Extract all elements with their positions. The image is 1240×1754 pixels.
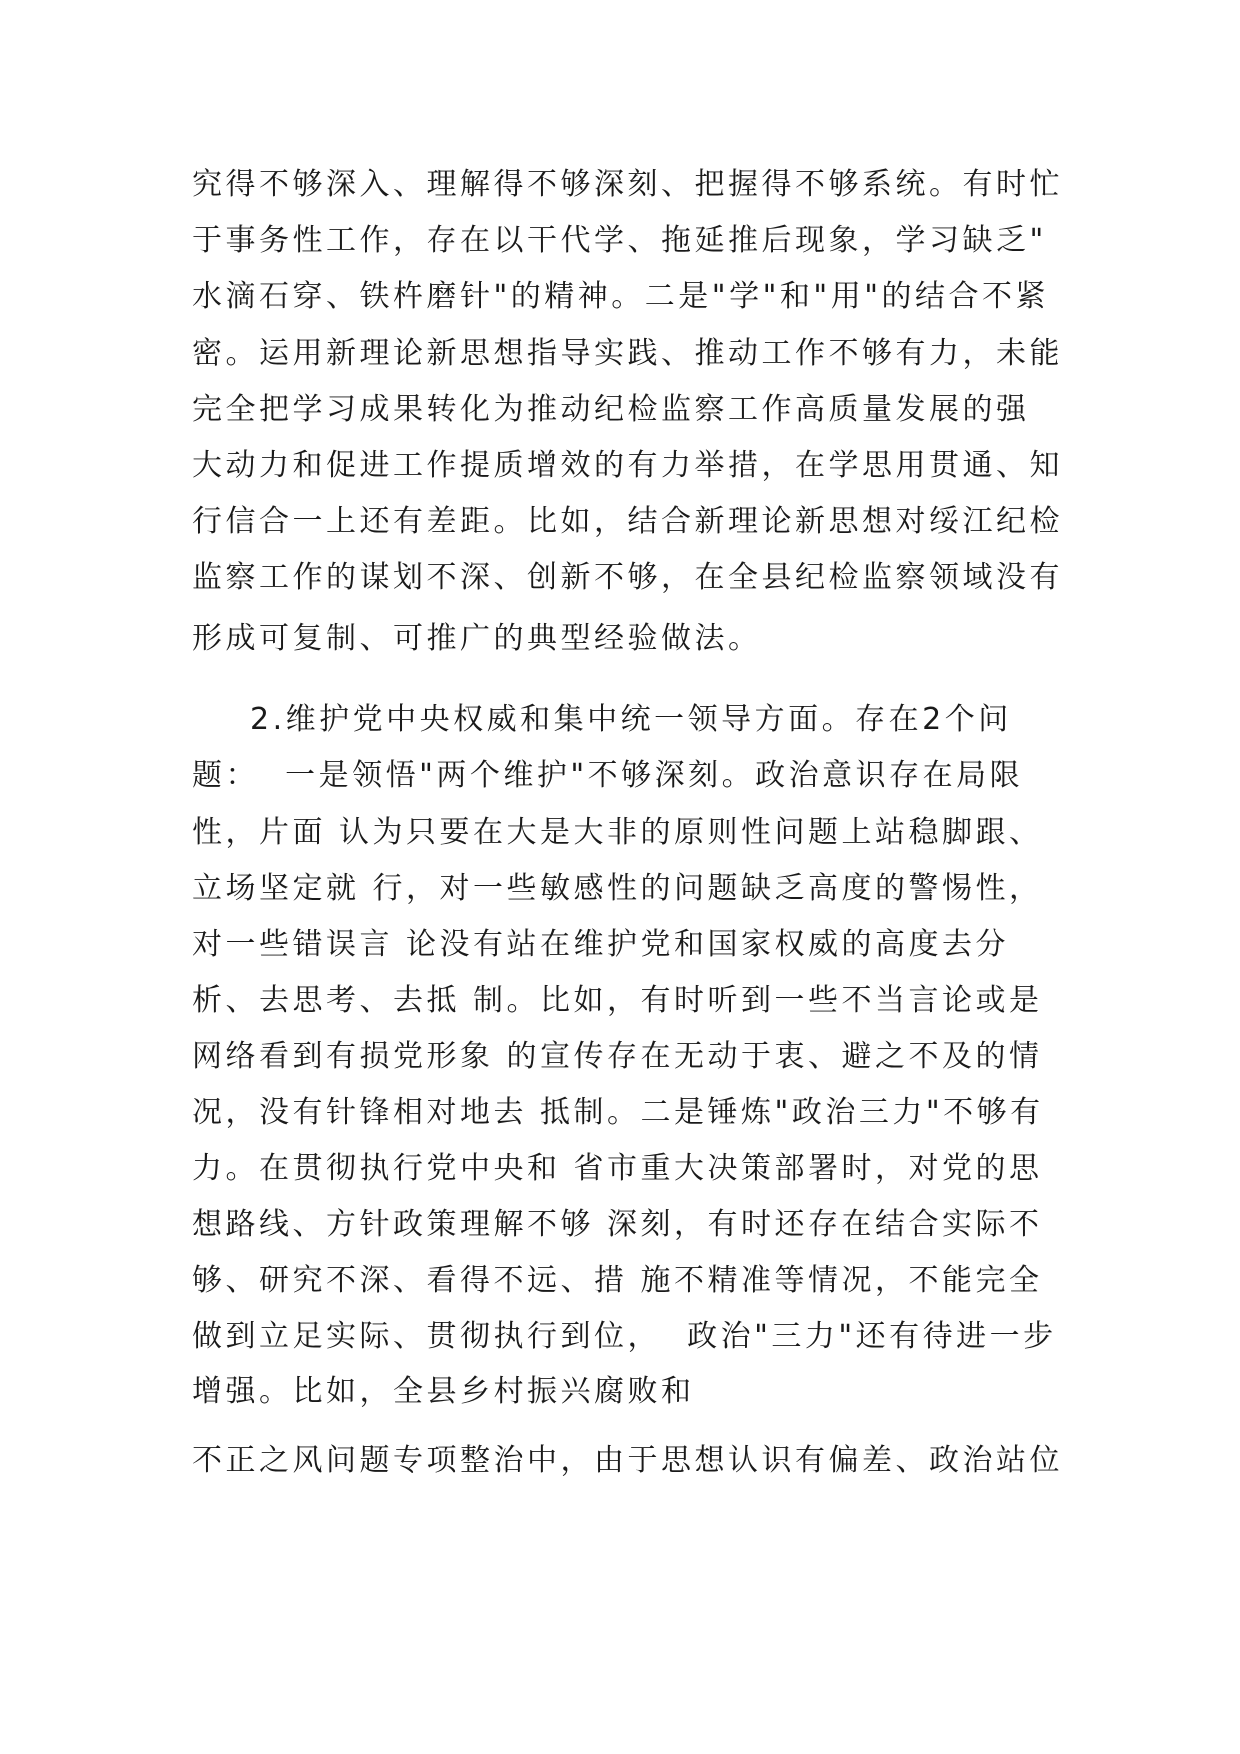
text-line: 对一些错误言 论没有站在维护党和国家权威的高度去分 <box>192 927 1010 962</box>
text-line: 想路线、方针政策理解不够 深刻，有时还存在结合实际不 <box>192 1207 1043 1242</box>
text-line: 水滴石穿、铁杵磨针"的精神。二是"学"和"用"的结合不紧 <box>192 279 1049 314</box>
text-line: 够、研究不深、看得不远、措 施不精准等情况，不能完全 <box>192 1263 1043 1298</box>
text-line: 密。运用新理论新思想指导实践、推动工作不够有力，未能 <box>192 336 1063 371</box>
text-line: 于事务性工作，存在以干代学、拖延推后现象，学习缺乏" <box>192 223 1047 258</box>
text-line: 析、去思考、去抵 制。比如，有时听到一些不当言论或是 <box>192 983 1043 1018</box>
text-line: 网络看到有损党形象 的宣传存在无动于衷、避之不及的情 <box>192 1039 1043 1074</box>
text-line: 立场坚定就 行，对一些敏感性的问题缺乏高度的警惕性， <box>192 871 1043 906</box>
text-line: 况，没有针锋相对地去 抵制。二是锤炼"政治三力"不够有 <box>192 1095 1044 1130</box>
text-line: 完全把学习成果转化为推动纪检监察工作高质量发展的强 <box>192 392 1030 427</box>
text-line: 监察工作的谋划不深、创新不够，在全县纪检监察领域没有 <box>192 560 1063 595</box>
text-line: 行信合一上还有差距。比如，结合新理论新思想对绥江纪检 <box>192 504 1063 539</box>
text-line: 不正之风问题专项整治中，由于思想认识有偏差、政治站位 <box>192 1443 1063 1478</box>
text-line: 形成可复制、可推广的典型经验做法。 <box>192 621 762 656</box>
text-line: 做到立足实际、贯彻执行到位， 政治"三力"还有待进一步 <box>192 1319 1057 1354</box>
text-line: 力。在贯彻执行党中央和 省市重大决策部署时，对党的思 <box>192 1151 1043 1186</box>
text-line: 究得不够深入、理解得不够深刻、把握得不够系统。有时忙 <box>192 167 1063 202</box>
text-line: 大动力和促进工作提质增效的有力举措，在学思用贯通、知 <box>192 448 1063 483</box>
text-line: 性，片面 认为只要在大是大非的原则性问题上站稳脚跟、 <box>192 815 1043 850</box>
text-line: 增强。比如，全县乡村振兴腐败和 <box>192 1374 695 1409</box>
text-line: 题： 一是领悟"两个维护"不够深刻。政治意识存在局限 <box>192 758 1024 793</box>
paragraph-heading: 2.维护党中央权威和集中统一领导方面。存在2个问 <box>250 702 1012 737</box>
